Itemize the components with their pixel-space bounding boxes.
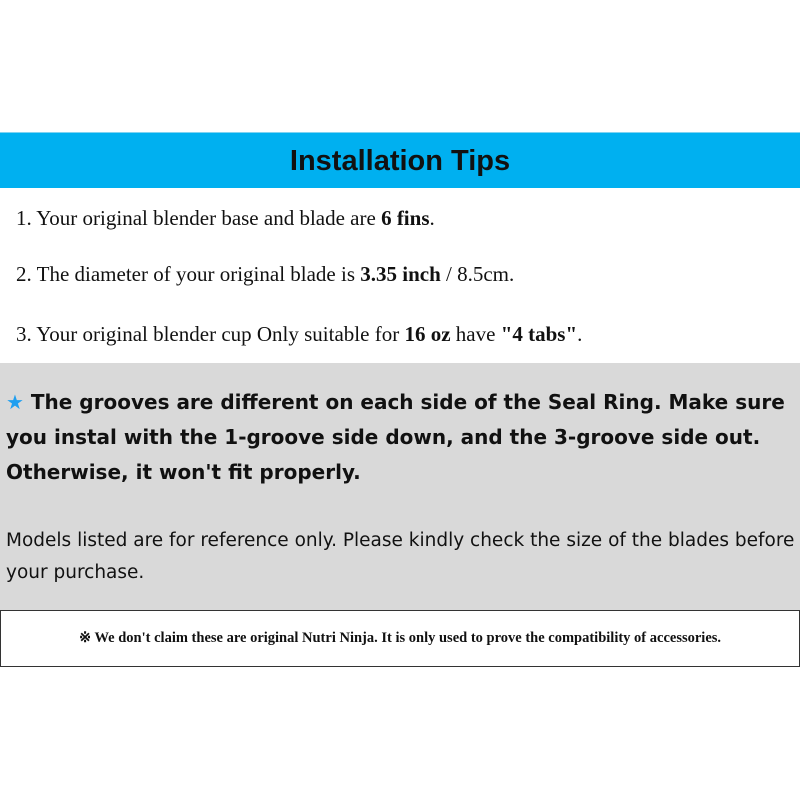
- star-icon: ★: [6, 390, 24, 414]
- tip-item-3: [16, 322, 582, 347]
- disclaimer-text: ※ We don't claim these are original Nutri Ninja. It is only used to prove the compatibility of accessories.: [78, 630, 722, 646]
- tip-2-bold: 3.35 inch: [360, 262, 441, 286]
- notice-box: [0, 363, 800, 610]
- disclaimer-box: [0, 610, 800, 667]
- tip-3-middle: have: [450, 322, 501, 346]
- tip-2-suffix: / 8.5cm.: [440, 262, 515, 286]
- tip-3-text: 3. Your original blender cup Only suitable for: [16, 322, 405, 346]
- tip-2-text: 2. The diameter of your original blade is: [16, 262, 361, 286]
- warning-text: The grooves are different on each side of the Seal Ring. Make sure you instal with the 1-groove side down, and the 3-groove side out. Otherwise, it won't fit properly.: [6, 390, 785, 484]
- seal-ring-warning: [6, 385, 796, 490]
- page-title: Installation Tips: [289, 144, 511, 177]
- tip-1-suffix: .: [429, 206, 435, 230]
- tip-3-bold-2: "4 tabs": [500, 322, 578, 346]
- tips-list: [0, 188, 800, 363]
- tip-item-1: [16, 206, 435, 231]
- tip-3-bold: 16 oz: [404, 322, 451, 346]
- tip-1-bold: 6 fins: [381, 206, 430, 230]
- models-reference-note: Models listed are for reference only. Please kindly check the size of the blades before your purchase.: [6, 530, 795, 583]
- tip-1-text: 1. Your original blender base and blade are: [16, 206, 382, 230]
- header-banner: [0, 132, 800, 189]
- installation-tips-panel: [0, 132, 800, 667]
- tip-item-2: [16, 262, 514, 287]
- tip-3-suffix: .: [577, 322, 583, 346]
